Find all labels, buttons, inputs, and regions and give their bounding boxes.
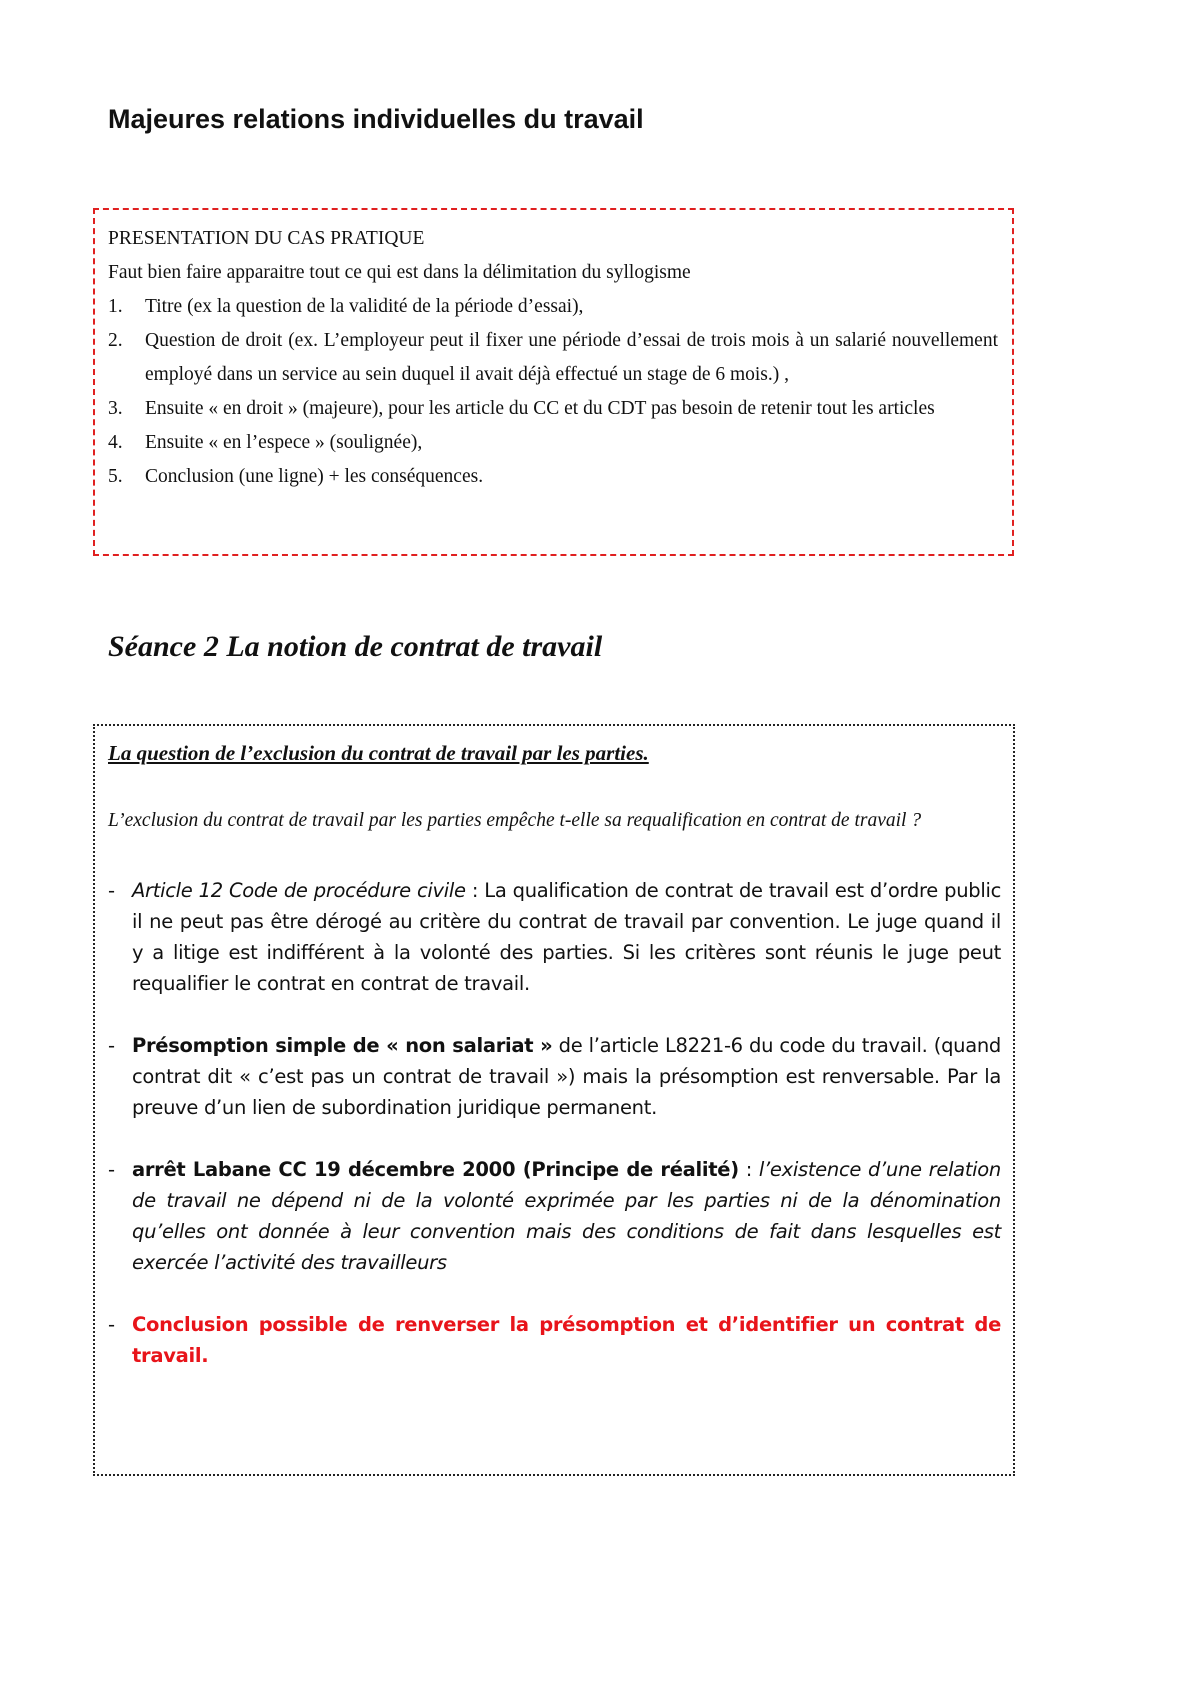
step-text: Titre (ex la question de la validité de la période d’essai),: [145, 296, 584, 317]
list-item: [108, 324, 998, 392]
step-number: 5.: [108, 466, 123, 487]
item-lead: arrêt Labane CC 19 décembre 2000 (Principe de réalité): [132, 1158, 739, 1181]
list-item: [108, 290, 998, 324]
list-item: [108, 460, 998, 494]
steps-list: [108, 290, 998, 494]
dash-bullet: -: [108, 1034, 115, 1057]
item-text: : La qualification de contrat de travail est d’ordre public il ne peut pas être dérogé au critère du contrat de travail par convention. Le juge quand il y a litige est indifférent à la volonté des parties. Si les critères sont réunis le juge peut requalifier le contrat en contrat de travail.: [132, 879, 1001, 995]
step-text: Ensuite « en droit » (majeure), pour les article du CC et du CDT pas besoin de retenir tout les articles: [145, 398, 935, 419]
step-number: 4.: [108, 432, 123, 453]
step-number: 3.: [108, 398, 123, 419]
item-text: l’existence d’une relation de travail ne dépend ni de la volonté exprimée par les parties ni de la dénomination qu’elles ont donnée à leur convention mais des conditions de fait dans lesquelles est exercée l’activité des travailleurs: [132, 1158, 1001, 1274]
list-item: [108, 426, 998, 460]
step-number: 1.: [108, 296, 123, 317]
item-lead: Article 12 Code de procédure civile: [132, 879, 466, 902]
item-text: Conclusion possible de renverser la présomption et d’identifier un contrat de travail.: [132, 1313, 1001, 1367]
presentation-intro: Faut bien faire apparaitre tout ce qui est dans la délimitation du syllogisme: [108, 262, 691, 283]
list-item-conclusion: [108, 1309, 1001, 1371]
list-item: [108, 1030, 1001, 1123]
list-item: [108, 392, 998, 426]
step-text: Ensuite « en l’espece » (soulignée),: [145, 432, 423, 453]
step-text: Question de droit (ex. L’employeur peut il fixer une période d’essai de trois mois à un salarié nouvellement employé dans un service au sein duquel il avait déjà effectué un stage de 6 mois.) ,: [145, 330, 998, 385]
box-title: La question de l’exclusion du contrat de travail par les parties.: [108, 741, 649, 765]
presentation-heading: PRESENTATION DU CAS PRATIQUE: [108, 228, 425, 249]
item-text: de l’article L8221-6 du code du travail. (quand contrat dit « c’est pas un contrat de travail ») mais la présomption est renversable. Par la preuve d’un lien de subordination juridique permanent.: [132, 1034, 1001, 1119]
session-title: Séance 2 La notion de contrat de travail: [108, 630, 603, 663]
step-text: Conclusion (une ligne) + les conséquences.: [145, 466, 484, 487]
list-item: [108, 1154, 1001, 1278]
dash-bullet: -: [108, 879, 115, 902]
step-number: 2.: [108, 330, 123, 351]
session-box: [93, 724, 1015, 1476]
item-lead: Présomption simple de « non salariat »: [132, 1034, 553, 1057]
list-item: [108, 875, 1001, 999]
document-title: Majeures relations individuelles du travail: [108, 104, 644, 134]
legal-question: L’exclusion du contrat de travail par les parties empêche t-elle sa requalification en contrat de travail ?: [108, 810, 922, 831]
item-separator: :: [738, 1158, 759, 1181]
dash-bullet: -: [108, 1158, 115, 1181]
dash-bullet: -: [108, 1313, 115, 1336]
presentation-box: [93, 208, 1014, 556]
